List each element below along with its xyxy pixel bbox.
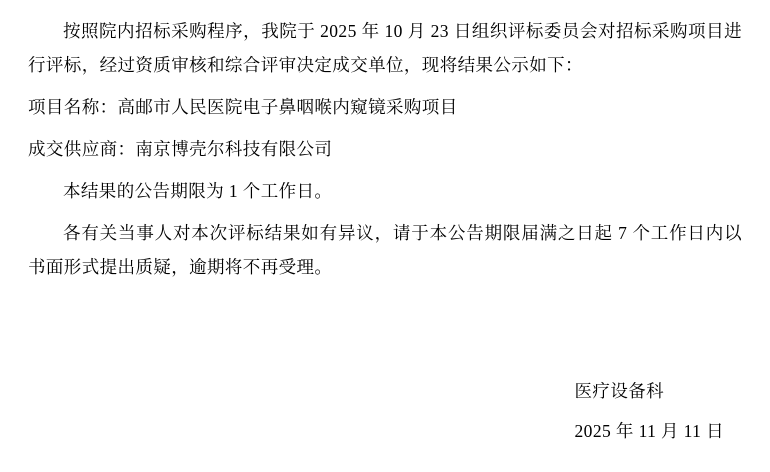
paragraph-intro: 按照院内招标采购程序，我院于 2025 年 10 月 23 日组织评标委员会对招标采购项目进行评标，经过资质审核和综合评审决定成交单位，现将结果公示如下： — [28, 21, 742, 75]
paragraph-objection: 各有关当事人对本次评标结果如有异议，请于本公告期限届满之日起 7 个工作日内以书面形式提出质疑，逾期将不再受理。 — [28, 223, 742, 277]
document-body — [28, 14, 742, 284]
signature-department: 医疗设备科 — [574, 381, 665, 401]
paragraph-notice-period: 本结果的公告期限为 1 个工作日。 — [63, 181, 333, 201]
signature-date: 2025 年 11 月 11 日 — [574, 421, 724, 441]
paragraph-project-name: 项目名称：高邮市人民医院电子鼻咽喉内窥镜采购项目 — [28, 97, 458, 117]
signature-block — [575, 374, 724, 454]
paragraph-supplier: 成交供应商：南京博壳尔科技有限公司 — [28, 139, 333, 159]
